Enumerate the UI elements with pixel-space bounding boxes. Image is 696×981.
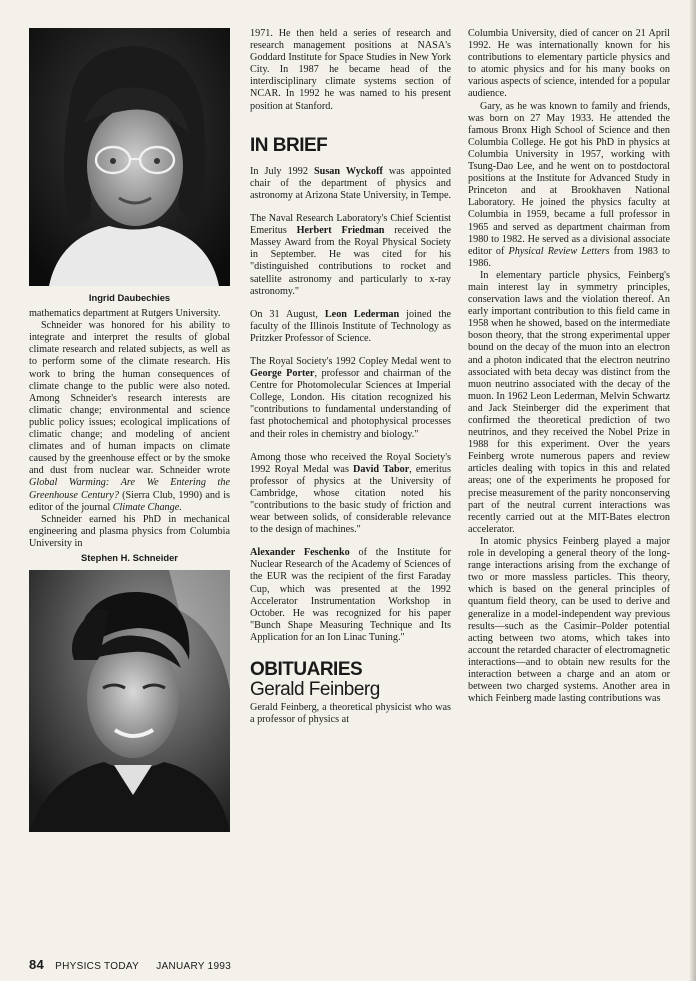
paragraph: Gerald Feinberg, a theoretical physicist who was a professor of physics at: [250, 702, 451, 726]
paragraph: In elementary particle physics, Feinberg's main interest lay in symmetry principles, conservation laws and the violation thereof. An early important contribution to this field came in 1958 when he showed, based on the intermediate boson theory, that the strong experimental upper bound on the decay of the muon into an electron and a photon indicated that the electron neutrino associated with beta decay was distinct from the muon neutrino associated with the decay of the muon. In 1962 Leon Lederman, Melvin Schwartz and Jack Steinberger did the experiment that confirmed the theoretical prediction of two neutrinos, and they received the Nobel Prize in 1988 for this experiment. Over the years Feinberg wrote numerous papers and review articles dealing with topics in this and related areas; one of the experiments he proposed for precise measurement of the parity nonconserving part of the neutral current interactions was recently carried out at the MIT-Bates electron accelerator.: [468, 269, 670, 535]
brief-item: The Royal Society's 1992 Copley Medal went to George Porter, professor and chairman of the Centre for Photomolecular Sciences at Imperial College, London. His citation recognized his "contributions to fundamental understanding of fast photochemical and photophysical processes and their roles in chemistry and biology.": [250, 355, 452, 440]
paragraph: mathematics department at Rutgers University.: [29, 308, 221, 320]
column-1: [29, 28, 230, 832]
in-brief-heading: IN BRIEF: [250, 134, 328, 156]
photo-stephen-schneider: [29, 570, 230, 832]
page-footer: [29, 957, 245, 972]
caption-stephen-schneider: Stephen H. Schneider: [81, 551, 178, 563]
caption-ingrid-daubechies: Ingrid Daubechies: [88, 292, 171, 303]
column-3: [468, 28, 670, 705]
paragraph: Schneider was honored for his ability to integrate and interpret the results of global climate research and related subjects, as well as to perform some of the climate research. His work to bring the human consequences of climate change to the public were also noted. Among Schneider's research interests are climatic change; environmental and science public policy issues; ecological implications of climatic change; and modeling of ancient climates and of human impacts on climate caused by the greenhouse effect or by the smoke and dust from nuclear war. Schneider wrote Global Warming: Are We Entering the Greenhouse Century? (Sierra Club, 1990) and is editor of the journal Climate Change.: [29, 320, 230, 513]
paragraph: Schneider earned his PhD in mechanical engineering and plasma physics from Columbia University in: [29, 513, 230, 549]
brief-item: On 31 August, Leon Lederman joined the faculty of the Illinois Institute of Technology as Pritzker Professor of Science.: [250, 308, 451, 344]
paragraph: 1971. He then held a series of research and research management positions at NASA's Goddard Institute for Space Studies in New York City. In 1987 he became head of the interdisciplinary climate systems section of NCAR. In 1992 he was named to his present position at Stanford.: [250, 28, 451, 112]
obituary-name: Gerald Feinberg: [250, 679, 380, 701]
brief-item: The Naval Research Laboratory's Chief Scientist Emeritus Herbert Friedman received the Massey Award from the Royal Physical Society in September. He was cited for his "distinguished contributions to rocket and satellite astronomy and particularly to x-ray astronomy.": [250, 213, 451, 297]
page-edge: [690, 0, 696, 981]
brief-item: Alexander Feschenko of the Institute for Nuclear Research of the Academy of Sciences of the EUR was the recipient of the first Faraday Cup, which was presented at the 1992 Accelerator Instrumentation Workshop in October. He was recognized for his paper "Bunch Shape Measuring Technique and Its Application for an Ion Linac Tuning.": [250, 547, 451, 643]
paragraph: In atomic physics Feinberg played a major role in developing a general theory of the long-range interactions arising from the exchange of two or more massless particles. This theory, which is based on the general principles of quantum field theory, can be used to derive and generalize in a model-independent way previous results—such as the Casimir–Polder potential acting between two atoms, which takes into account the retarded character of electromagnetic interactions—and to obtain new results for the interaction between a charge and an atom or between two charged systems. Another area in which Feinberg made lasting contributions was: [468, 535, 670, 705]
photo-ingrid-daubechies: [29, 28, 230, 286]
obituaries-heading: OBITUARIES: [250, 659, 363, 681]
paragraph: Columbia University, died of cancer on 21 April 1992. He was internationally known for his contributions to elementary particle physics and to atomic physics and for his many books on various aspects of science, intended for a popular audience.: [468, 28, 670, 100]
magazine-name: PHYSICS TODAY: [55, 961, 140, 972]
brief-item: In July 1992 Susan Wyckoff was appointed chair of the department of physics and astronomy at Arizona State University, in Tempe.: [250, 165, 452, 201]
page-number: 84: [29, 957, 45, 972]
issue-date: JANUARY 1993: [156, 961, 232, 972]
paragraph: Gary, as he was known to family and friends, was born on 27 May 1933. He attended the famous Bronx High School of Science and then Columbia College. He got his PhD in physics at Columbia University in 1957, working with Tsung-Dao Lee, and he went on to postdoctoral positions at the Institute for Advanced Study in Princeton and at Brookhaven National Laboratory. He joined the physics faculty at Columbia in 1959, became a full professor in 1965 and served as department chairman from 1980 to 1982. He served as a divisional associate editor of Physical Review Letters from 1983 to 1986.: [468, 100, 671, 269]
column-2: [250, 28, 451, 726]
brief-item: Among those who received the Royal Society's 1992 Royal Medal was David Tabor, emeritus professor of physics at the University of Cambridge, whose citation noted his "contributions to the basic study of friction and wear between solids, of considerable relevance to the design of machines.": [250, 451, 451, 536]
